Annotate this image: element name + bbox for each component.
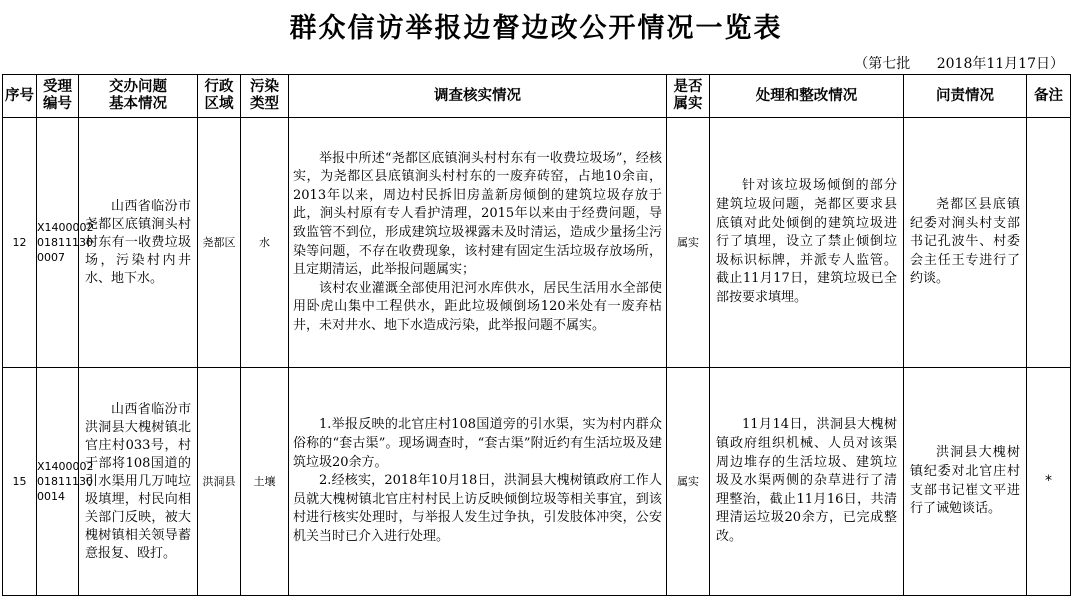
investigation-para: 1.举报反映的北官庄村108国道旁的引水渠，实为村内群众俗称的“套古渠”。现场调查时，“套古渠”附近约有生活垃圾及建筑垃圾20余方。 <box>293 417 662 470</box>
row-region: 洪洞县 <box>198 368 241 596</box>
row-pollution: 水 <box>241 118 289 368</box>
header-region: 行政区域 <box>198 75 241 118</box>
row-note <box>1027 118 1071 368</box>
row-code: X1400002018111300007 <box>37 118 79 368</box>
row-region: 尧都区 <box>198 118 241 368</box>
header-issue: 交办问题基本情况 <box>79 75 198 118</box>
row-handling: 11月14日，洪洞县大槐树镇政府组织机械、人员对该渠周边堆存的生活垃圾、建筑垃圾及水渠两侧的杂草进行了清理整治，截止11月16日，共清理清运垃圾20余方，已完成整改。 <box>710 368 904 596</box>
table-row <box>3 118 1071 368</box>
row-investigation <box>289 118 667 368</box>
row-accountability: 洪洞县大槐树镇纪委对北官庄村支部书记崔文平进行了诫勉谈话。 <box>904 368 1027 596</box>
row-code: X1400002018111300014 <box>37 368 79 596</box>
row-investigation <box>289 368 667 596</box>
header-row <box>3 75 1071 118</box>
header-true: 是否属实 <box>667 75 710 118</box>
investigation-para: 2.经核实，2018年10月18日，洪洞县大槐树镇政府工作人员就大槐树镇北官庄村村民上访反映倾倒垃圾等相关事宜，到该村进行核实处理时，与举报人发生过争执，引发肢体冲突，公安机关当时已介入进行处理。 <box>293 473 662 544</box>
row-issue: 山西省临汾市洪洞县大槐树镇北官庄村033号，村干部将108国道的引水渠用几万吨垃圾填埋，村民向相关部门反映，被大槐树镇相关领导蓄意报复、殴打。 <box>79 368 198 596</box>
date-label: 2018年11月17日） <box>936 56 1064 72</box>
table-row <box>3 368 1071 596</box>
investigation-para: 举报中所述“尧都区底镇涧头村村东有一收费垃圾场”，经核实，为尧都区县底镇涧头村村东的一废弃砖窑，占地10余亩，2013年以来，周边村民拆旧房盖新房倾倒的建筑垃圾存放于此，涧头村原有专人看护清理，2015年以来由于经费问题，导致监管不到位，形成建筑垃圾裸露未及时清运，造成少量扬尘污染等问题，不存在收费现象，该村建有固定生活垃圾存放场所，且定期清运，此举报问题属实； <box>293 150 662 278</box>
row-true-flag: 属实 <box>667 118 710 368</box>
row-pollution: 土壤 <box>241 368 289 596</box>
row-accountability: 尧都区县底镇纪委对涧头村支部书记孔波牛、村委会主任王专进行了约谈。 <box>904 118 1027 368</box>
row-true-flag: 属实 <box>667 368 710 596</box>
row-seq: 12 <box>3 118 37 368</box>
row-issue: 山西省临汾市尧都区底镇涧头村村东有一收费垃圾场，污染村内井水、地下水。 <box>79 118 198 368</box>
report-table <box>2 74 1071 596</box>
header-note: 备注 <box>1027 75 1071 118</box>
batch-info <box>854 53 1064 73</box>
page-title: 群众信访举报边督边改公开情况一览表 <box>289 13 783 44</box>
row-seq: 15 <box>3 368 37 596</box>
row-note: * <box>1027 368 1071 596</box>
header-handling: 处理和整改情况 <box>710 75 904 118</box>
header-code: 受理编号 <box>37 75 79 118</box>
header-investigation: 调查核实情况 <box>289 75 667 118</box>
investigation-para: 该村农业灌溉全部使用汜河水库供水，居民生活用水全部使用卧虎山集中工程供水，距此垃圾倾倒场120米处有一废弃枯井，未对井水、地下水造成污染，此举报问题不属实。 <box>293 280 662 333</box>
batch-label: （第七批 <box>854 56 911 72</box>
header-pollution: 污染类型 <box>241 75 289 118</box>
header-seq: 序号 <box>3 75 37 118</box>
header-accountability: 问责情况 <box>904 75 1027 118</box>
row-handling: 针对该垃圾场倾倒的部分建筑垃圾问题，尧都区要求县底镇对此处倾倒的建筑垃圾进行了填埋，设立了禁止倾倒垃圾标识标牌，并派专人监管。截止11月17日，建筑垃圾已全部按要求填埋。 <box>710 118 904 368</box>
